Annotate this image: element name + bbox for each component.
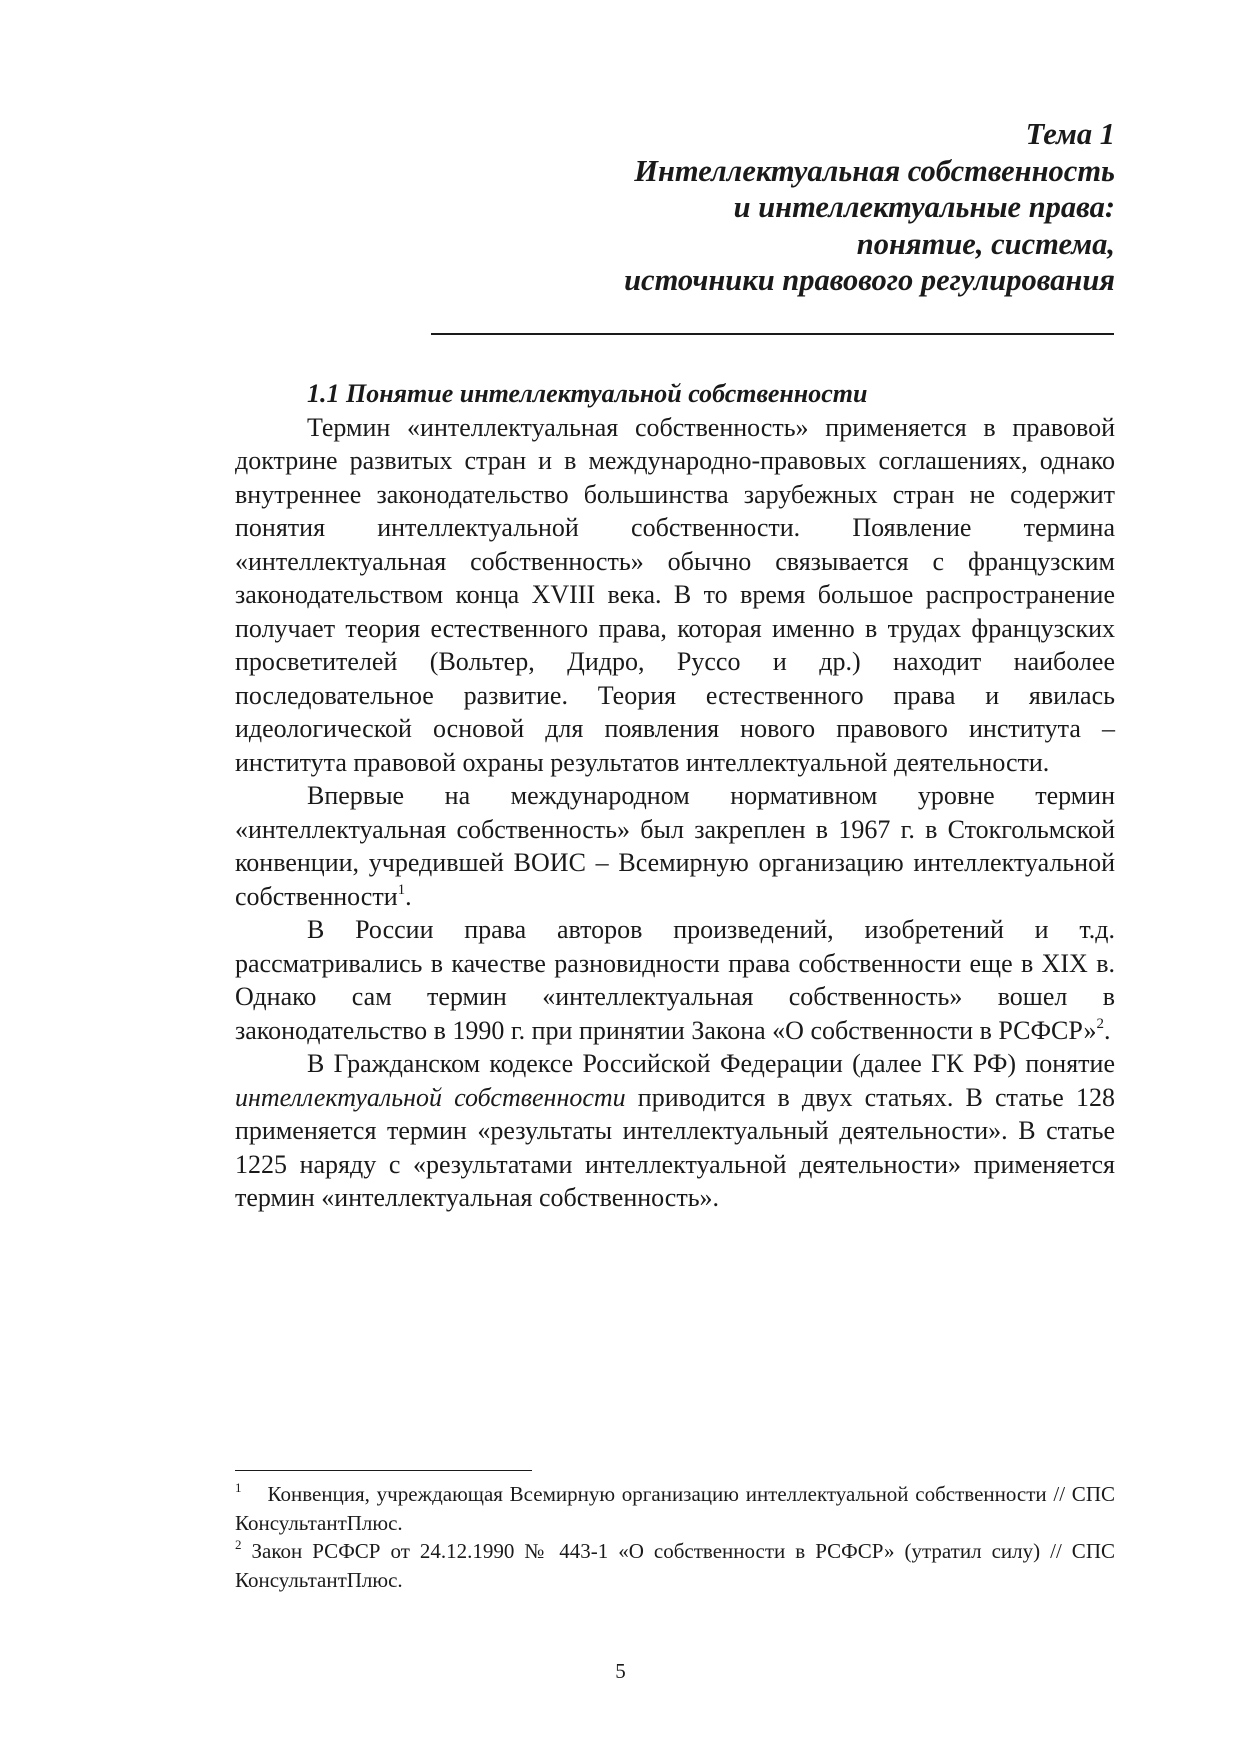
heading-divider — [431, 333, 1114, 335]
footnote-2-number: 2 — [235, 1537, 242, 1552]
footnote-1-text: Конвенция, учреждающая Всемирную организацию интеллектуальной собственности // СПС КонсультантПлюс. — [235, 1482, 1115, 1535]
paragraph-4-part-a: В Гражданском кодексе Российской Федерации (далее ГК РФ) понятие — [307, 1049, 1115, 1078]
footnote-ref-2[interactable]: 2 — [1096, 1015, 1104, 1032]
heading-line-title-1: Интеллектуальная собственность — [634, 153, 1115, 188]
section-title: 1.1 Понятие интеллектуальной собственности — [307, 379, 868, 408]
body-text — [235, 377, 1115, 1215]
chapter-heading — [315, 116, 1115, 299]
footnote-2-text: Закон РСФСР от 24.12.1990 № 443-1 «О собственности в РСФСР» (утратил силу) // СПС КонсультантПлюс. — [235, 1539, 1115, 1592]
footnote-ref-1[interactable]: 1 — [397, 881, 406, 898]
paragraph-4 — [235, 1047, 1115, 1215]
paragraph-3-tail: . — [1103, 1015, 1111, 1045]
paragraph-4-italic-term: интеллектуальной собственности — [235, 1082, 626, 1112]
footnote-separator — [235, 1470, 532, 1471]
paragraph-2-text: Впервые на международном нормативном уровне термин «интеллектуальная собственность» был закреплен в 1967 г. в Стокгольмской конвенции, учредившей ВОИС – Всемирную организацию интеллектуальной собственности — [235, 781, 1115, 911]
heading-line-title-2: и интеллектуальные права: — [733, 190, 1115, 224]
footnotes — [235, 1480, 1115, 1594]
footnote-1 — [235, 1480, 1115, 1537]
footnote-2 — [235, 1537, 1115, 1594]
paragraph-1: Термин «интеллектуальная собственность» применяется в правовой доктрине развитых стран и в международно-правовых соглашениях, однако внутреннее законодательство большинства зарубежных стран не содержит понятия интеллектуальной собственности. Появление термина «интеллектуальная собственность» обычно связывается с французским законодательством конца XVIII века. В то время большое распространение получает теория естественного права, которая именно в трудах французских просветителей (Вольтер, Дидро, Руссо и др.) находит наиболее последовательное развитие. Теория естественного права и явилась идеологической основой для появления нового правового института – института правовой охраны результатов интеллектуальной деятельности. — [235, 412, 1115, 777]
heading-line-topic: Тема 1 — [1025, 117, 1115, 151]
paragraph-3-text: В России права авторов произведений, изобретений и т.д. рассматривались в качестве разновидности права собственности еще в XIX в. Однако сам термин «интеллектуальная собственность» вошел в законодательство в 1990 г. при принятии Закона «О собственности в РСФСР» — [235, 915, 1115, 1045]
heading-line-title-3: понятие, система, — [856, 226, 1115, 261]
heading-line-title-4: источники правового регулирования — [624, 263, 1115, 297]
page-number: 5 — [615, 1659, 626, 1683]
paragraph-2 — [235, 779, 1115, 913]
paragraph-3 — [235, 913, 1115, 1047]
paragraph-4-part-b: приводится в двух статьях. В статье 128 применяется термин «результаты интеллектуальный деятельности». В статье 1225 наряду с «результатами интеллектуальной деятельности» применяется термин «интеллектуальная собственность». — [235, 1082, 1115, 1212]
footnote-1-number: 1 — [235, 1480, 242, 1495]
paragraph-2-tail: . — [405, 881, 412, 911]
